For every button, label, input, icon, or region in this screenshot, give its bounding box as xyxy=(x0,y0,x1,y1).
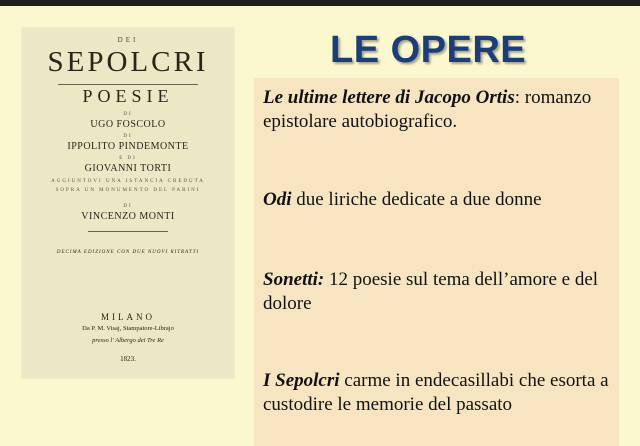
title-page-dei: DEI xyxy=(117,36,139,44)
work-sonetti-desc: 12 poesie sul tema dell’amore e del dolore xyxy=(263,269,599,314)
work-odi-desc: due liriche dedicate a due donne xyxy=(291,189,542,210)
title-page-author-pindemonte: IPPOLITO PINDEMONTE xyxy=(67,141,189,152)
title-page-author-foscolo: UGO FOSCOLO xyxy=(90,119,166,130)
title-page-address: presso l' Albergo dei Tre Re xyxy=(92,337,164,344)
title-page-title: SEPOLCRI xyxy=(47,46,209,78)
works-panel xyxy=(254,78,619,446)
title-page-subtitle: POESIE xyxy=(82,86,174,106)
title-page-connector: DI xyxy=(123,134,133,139)
title-page-printer: Da P. M. Visaj, Stampatore-Librajo xyxy=(82,325,174,332)
work-ortis xyxy=(263,86,613,134)
work-ortis-name: Le ultime lettere di Jacopo Ortis xyxy=(263,87,515,108)
book-title-page-image xyxy=(22,28,234,378)
work-sepolcri-desc: carme in endecasillabi che esorta a custodire le memorie del passato xyxy=(263,370,609,415)
work-odi-name: Odi xyxy=(263,189,292,210)
work-sepolcri xyxy=(263,369,613,417)
title-page-edition: DECIMA EDIZIONE CON DUE NUOVI RITRATTI xyxy=(56,250,200,255)
title-page-connector: DI xyxy=(123,112,133,117)
title-page-note-2: SOPRA UN MONUMENTO DEL PARINI xyxy=(55,188,201,193)
work-sonetti xyxy=(263,268,613,316)
title-page-author-monti: VINCENZO MONTI xyxy=(81,211,175,222)
title-page-city: MILANO xyxy=(101,312,155,322)
top-border-bar xyxy=(0,0,640,6)
title-page-rule xyxy=(88,231,168,232)
title-page-connector: E DI xyxy=(119,156,137,161)
slide-title: LE OPERE xyxy=(330,29,527,71)
work-ortis-desc: : romanzo epistolare autobiografico. xyxy=(263,87,592,132)
title-page-year: 1823. xyxy=(120,355,136,363)
title-page-note: AGGIUNTOVI UNA ISTANCIA CREDUTA xyxy=(51,179,205,184)
title-page-rule xyxy=(58,84,198,85)
title-page-connector: DI xyxy=(123,204,133,209)
work-odi xyxy=(263,188,613,212)
work-sepolcri-name: I Sepolcri xyxy=(263,370,340,391)
work-sonetti-name: Sonetti: xyxy=(263,269,325,290)
title-page-author-torti: GIOVANNI TORTI xyxy=(84,163,172,174)
